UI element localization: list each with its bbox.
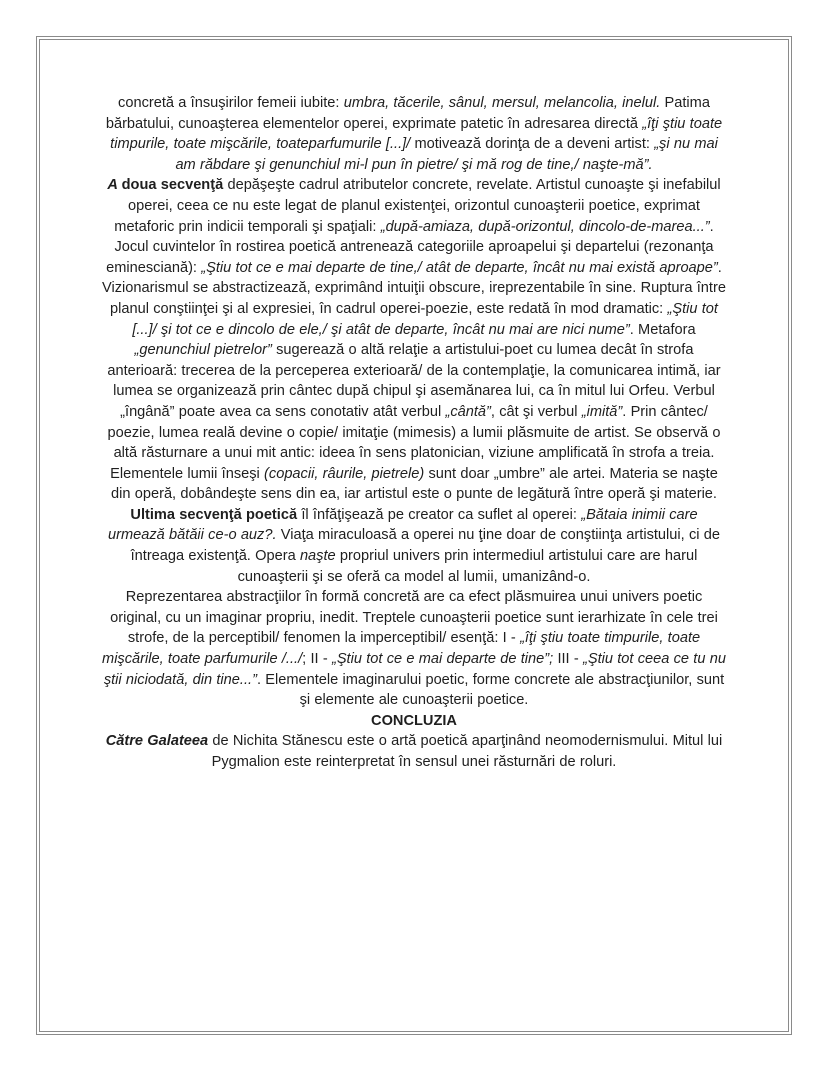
page-border-inner xyxy=(39,39,789,1032)
text-run: „îţi ştiu toate timpurile, toate mişcările, toateparfumurile [...]/ xyxy=(110,115,723,153)
text-run: de Nichita Stănescu este o artă poetică aparţinând neomodernismului. Mitul lui Pygmalion este reinterpretat în sensul unei răsturnări de roluri. xyxy=(208,733,723,770)
text-run: motivează dorinţa de a deveni artist: xyxy=(414,136,655,153)
text-run: „imită” xyxy=(581,403,623,420)
document-content xyxy=(40,40,788,773)
text-run: (copacii, râurile, pietrele) xyxy=(264,465,425,482)
text-run: Patima bărbatului, cunoaşterea elementelor operei, exprimate patetic în adresarea directă xyxy=(105,95,710,132)
text-run: III - xyxy=(553,651,583,668)
text-run: „şi nu mai am răbdare şi genunchiul mi-l pun în pietre/ şi mă rog de tine,/ naşte-mă”. xyxy=(175,136,718,173)
paragraph-5 xyxy=(100,731,728,772)
section-heading-concluzia xyxy=(100,711,728,732)
paragraph-3 xyxy=(100,464,728,588)
text-run: umbra, tăcerile, sânul, mersul, melancolia, inelul. xyxy=(343,95,661,111)
page-border-outer xyxy=(36,36,792,1035)
text-run: naşte xyxy=(299,548,336,565)
text-run: doua secvenţă xyxy=(121,177,224,194)
text-run: Viaţa miraculoasă a operei nu ţine doar de conştiinţa artistului, ci de întreaga existenţă. Opera xyxy=(130,527,720,565)
text-run: sugerează o altă relaţie a artistului-poet cu lumea decât în strofa anterioară: trecerea de la perceperea exterioară/ de la contemplaţie, la comunicarea intimă, iar lumea se organizează prin cântec după chipul şi asemănarea lui, ca în mitul lui Orfeu. Verbul „îngână” poate avea ca sens conotativ atât verbul xyxy=(107,342,721,420)
text-run: propriul univers prin intermediul artistului care are harul cunoaşterii şi se oferă ca model al lumii, umanizând-o. xyxy=(237,548,698,585)
text-run: „Ştiu tot ceea ce tu nu ştii niciodată, din tine...” xyxy=(103,651,726,688)
text-run: „cântă” xyxy=(445,403,491,420)
text-run: , cât şi verbul xyxy=(490,403,582,420)
text-run: . Elementele imaginarului poetic, forme concrete ale abstracţiunilor, sunt şi elemente ale cunoaşterii poetice. xyxy=(256,671,725,709)
text-run: „Ştiu tot ce e mai departe de tine”; xyxy=(331,651,554,668)
text-run: . Jocul cuvintelor în rostirea poetică antrenează categoriile aproapelui şi departelui (rezonanţa eminesciană): xyxy=(106,218,714,276)
text-run: „genunchiul pietrelor” xyxy=(134,342,272,359)
paragraph-2 xyxy=(100,175,728,463)
text-run: . Prin cântec/ poezie, lumea reală devine o copie/ imitaţie (mimesis) a lumii plăsmuite de artist. Se observă o altă răsturnare a unui mit antic: ideea în sens platonician, viziune amplificată în strofa a treia. xyxy=(107,403,721,462)
text-run: concretă a însuşirilor femeii iubite: xyxy=(118,95,344,111)
text-run: Ultima secvenţă poetică xyxy=(130,506,298,523)
text-run: „îţi ştiu toate timpurile, toate mişcările, toate parfumurile /.../ xyxy=(102,630,701,668)
text-run: sunt doar „umbre” ale artei. Materia se naşte din operă, dobândeşte sens din ea, iar artistul este o punte de legătură între operă şi materie. xyxy=(111,465,718,503)
paragraph-1 xyxy=(100,93,728,175)
text-run: „Ştiu tot [...]/ şi tot ce e dincolo de ele,/ şi atât de departe, încât nu mai are nici nume” xyxy=(132,300,718,338)
paragraph-4 xyxy=(100,587,728,711)
text-run: Reprezentarea abstracţiilor în formă concretă are ca efect plăsmuirea unui univers poetic original, cu un imaginar propriu, inedit. Treptele cunoaşterii poetice sunt ierarhizate în cele trei strofe, de la perceptibil/ fenomen la imperceptibil/ esenţă: I - xyxy=(110,589,718,647)
text-run: . Metafora xyxy=(629,321,696,338)
text-run: îl înfăţişează pe creator ca suflet al operei: xyxy=(297,506,582,523)
text-run: Elementele lumii înseşi xyxy=(110,465,265,482)
text-run: „după-amiaza, după-orizontul, dincolo-de-marea...” xyxy=(380,218,710,235)
text-run: . Vizionarismul se abstractizează, exprimând intuiţii obscure, ireprezentabile în sine. Ruptura între planul conştiinţei şi al expresiei, în cadrul operei-poezie, este redată în mod dramatic: xyxy=(102,259,726,317)
text-run: CONCLUZIA xyxy=(371,712,457,729)
text-run: Către Galateea xyxy=(105,733,209,750)
text-run: „Bătaia inimii care urmează bătăii ce-o auz?. xyxy=(108,506,698,544)
text-run: ; II - xyxy=(302,651,332,668)
text-run: „Ştiu tot ce e mai departe de tine,/ atât de departe, încât nu mai există aproape” xyxy=(201,259,718,276)
text-run: depăşeşte cadrul atributelor concrete, revelate. Artistul cunoaşte şi inefabilul operei, ceea ce nu este legat de planul existenţei, orizontul cunoaşterii poetice, exprimat metaforic prin indicii temporali şi spaţiali: xyxy=(114,177,721,235)
text-run: A xyxy=(107,177,122,194)
